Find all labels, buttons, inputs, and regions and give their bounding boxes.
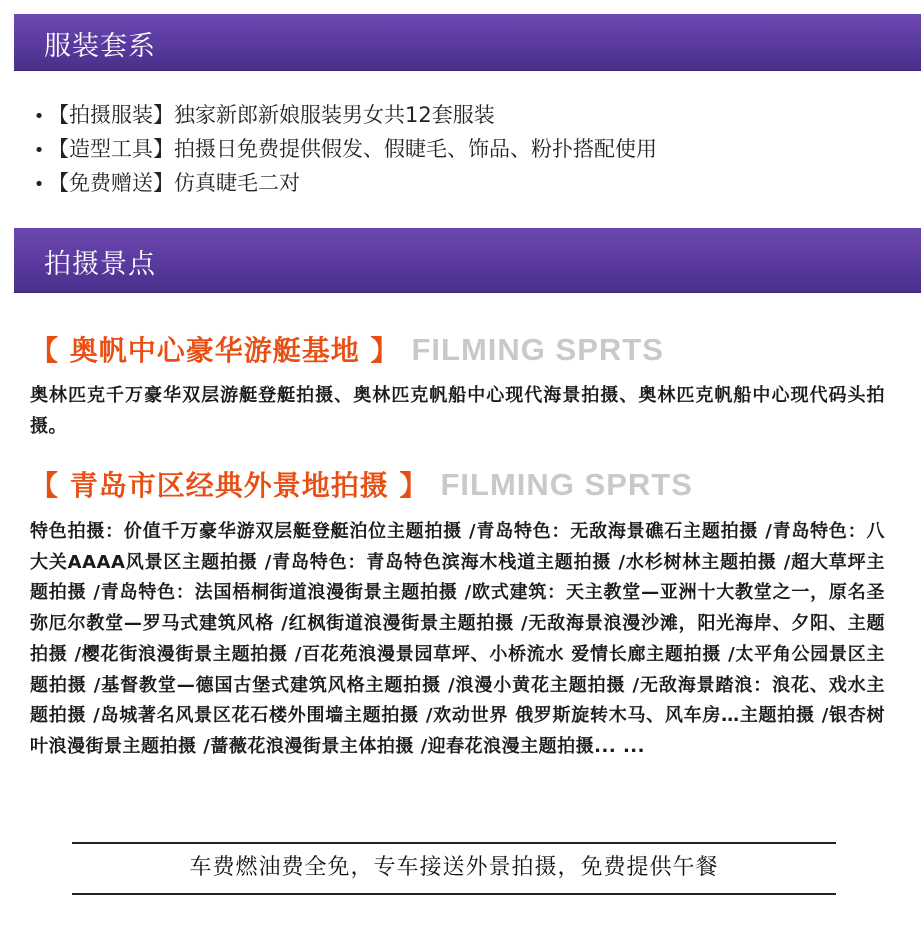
spot-subtitle-en: FILMING SPRTS xyxy=(411,332,664,367)
divider xyxy=(72,842,836,844)
list-item-text: 【造型工具】拍摄日免费提供假发、假睫毛、饰品、粉扑搭配使用 xyxy=(48,137,657,161)
list-item xyxy=(30,132,657,166)
spot-title-marina: 【 奥帆中心豪华游艇基地 】 xyxy=(30,334,400,367)
section-header-costume xyxy=(14,14,921,71)
section-title-costume: 服装套系 xyxy=(44,31,156,62)
spot-subtitle-en: FILMING SPRTS xyxy=(440,467,693,502)
divider xyxy=(72,893,836,895)
spot-heading-marina xyxy=(30,330,664,370)
costume-list xyxy=(30,98,657,200)
bullet-icon: • xyxy=(33,140,45,161)
bullet-icon: • xyxy=(33,174,45,195)
list-item xyxy=(30,98,657,132)
footer-note: 车费燃油费全免，专车接送外景拍摄，免费提供午餐 xyxy=(189,855,719,880)
spot-description-marina: 奥林匹克千万豪华双层游艇登艇拍摄、奥林匹克帆船中心现代海景拍摄、奥林匹克帆船中心现代码头拍摄。 xyxy=(30,385,885,437)
bullet-icon: • xyxy=(33,106,45,127)
section-title-spots: 拍摄景点 xyxy=(44,249,156,280)
section-header-spots xyxy=(14,228,921,293)
list-item-text: 【拍摄服装】独家新郎新娘服装男女共12套服装 xyxy=(48,103,495,127)
spot-heading-city xyxy=(30,465,693,505)
list-item-text: 【免费赠送】仿真睫毛二对 xyxy=(48,171,300,195)
spot-description-city: 特色拍摄：价值千万豪华游双层艇登艇泊位主题拍摄 /青岛特色：无敌海景礁石主题拍摄 /青岛特色：八大关AAAA风景区主题拍摄 /青岛特色：青岛特色滨海木栈道主题拍摄 /水杉树林主题拍摄 /超大草坪主题拍摄 /青岛特色：法国梧桐街道浪漫街景主题拍摄 /欧式建筑：天主教堂—亚洲十大教堂之一，原名圣弥厄尔教堂—罗马式建筑风格 /红枫街道浪漫街景主题拍摄 /无敌海景浪漫沙滩，阳光海岸、夕阳、主题拍摄 /樱花街浪漫街景主题拍摄 /百花苑浪漫景园草坪、小桥流水 爱情长廊主题拍摄 /太平角公园景区主题拍摄 /基督教堂—德国古堡式建筑风格主题拍摄 /浪漫小黄花主题拍摄 /无敌海景踏浪：浪花、戏水主题拍摄 /岛城著名风景区花石楼外围墙主题拍摄 /欢动世界 俄罗斯旋转木马、风车房…主题拍摄 /银杏树叶浪漫街景主题拍摄 /蔷薇花浪漫街景主体拍摄 /迎春花浪漫主题拍摄... ... xyxy=(30,521,885,757)
list-item xyxy=(30,166,657,200)
spot-title-city: 【 青岛市区经典外景地拍摄 】 xyxy=(30,469,429,502)
